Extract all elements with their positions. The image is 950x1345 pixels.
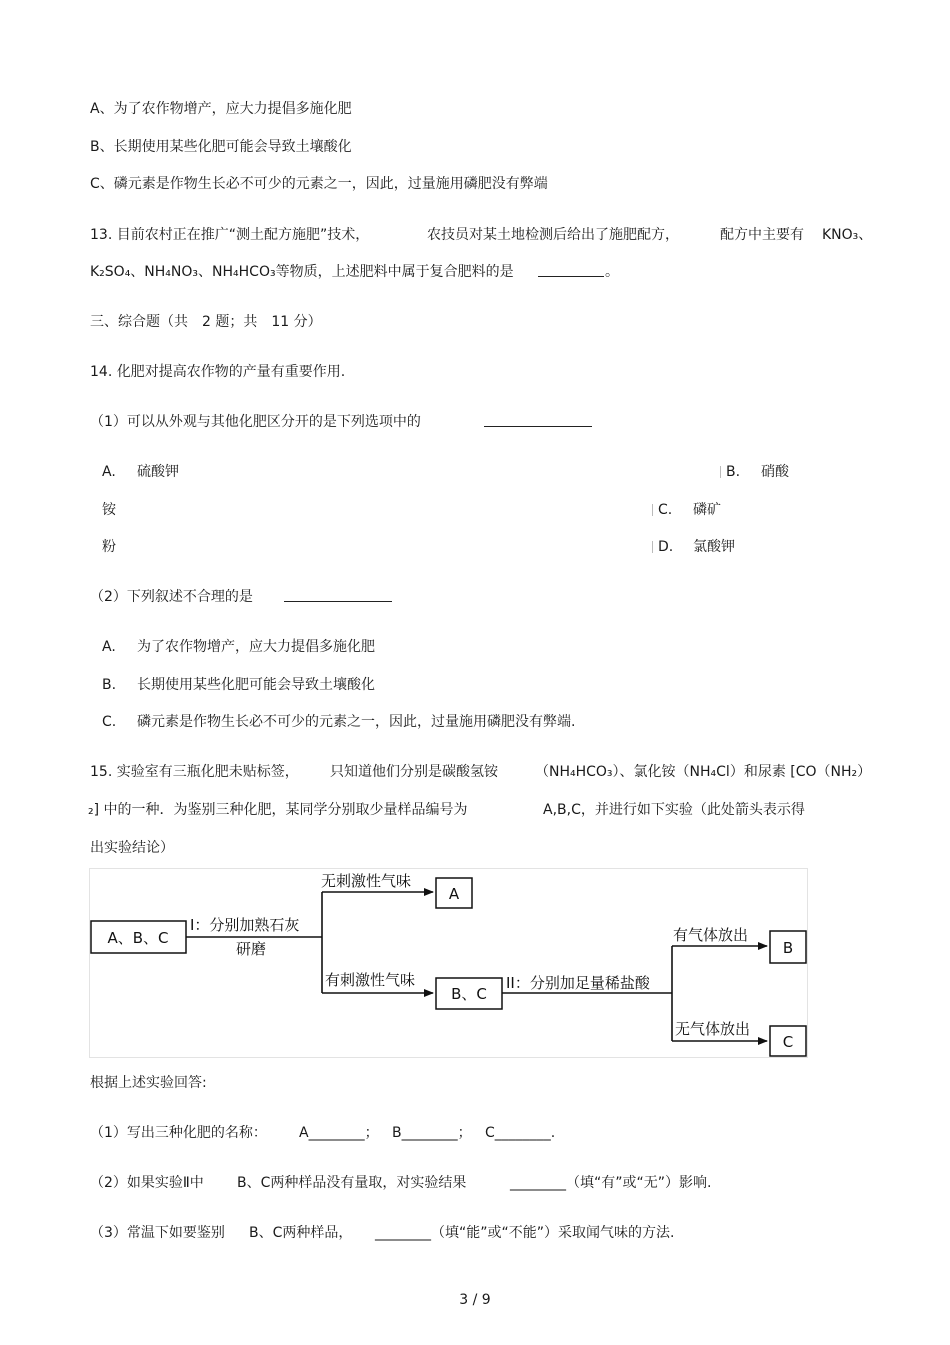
q14-stem: 14. 化肥对提高农作物的产量有重要作用. <box>90 364 346 380</box>
q13-text-4: KNO₃、 <box>822 227 873 243</box>
no-smell-label: 无刺激性气味 <box>321 872 412 890</box>
q14-p2-a-label: A. <box>102 639 116 655</box>
no-gas-label: 无气体放出 <box>675 1020 751 1038</box>
q15-line2-a: ₂] 中的一种．为鉴别三种化肥，某同学分别取少量样品编号为 <box>88 802 468 818</box>
experiment-flow-diagram <box>89 868 809 1058</box>
q12-option-c: C、磷元素是作物生长必不可少的元素之一，因此，过量施用磷肥没有弊端 <box>90 176 548 192</box>
q15-line1-a: 15. 实验室有三瓶化肥未贴标签， <box>90 764 299 780</box>
q13-text-1: 13. 目前农村正在推广“测土配方施肥”技术， <box>90 227 370 243</box>
q15-sub1-answer-c[interactable]: C________. <box>485 1125 556 1141</box>
start-box-label: A、B、C <box>107 929 169 947</box>
q14-p1-b-label: B. <box>726 464 741 480</box>
q14-p1-d-text: 氯酸钾 <box>693 539 735 555</box>
q14-p1-b-text: 硝酸 <box>761 464 789 480</box>
box-c-label: C <box>782 1033 794 1051</box>
q14-p2-b-label: B. <box>102 677 117 693</box>
q15-sub1-text: （1）写出三种化肥的名称： <box>90 1125 267 1141</box>
q15-sub2-text-b: B、C两种样品没有量取，对实验结果 <box>237 1175 467 1191</box>
q13-line-2: K₂SO₄、NH₄NO₃、NH₄HCO₃等物质，上述肥料中属于复合肥料的是 <box>90 264 514 280</box>
option-marker <box>652 504 653 516</box>
q15-line1-c: （NH₄HCO₃）、氯化铵（NH₄Cl）和尿素 [CO（NH₂） <box>535 764 872 780</box>
q12-option-b: B、长期使用某些化肥可能会导致土壤酸化 <box>90 139 352 155</box>
q15-line2-b: A,B,C，并进行如下实验（此处箭头表示得 <box>543 802 805 818</box>
q14-p1-a-text: 硫酸钾 <box>137 464 179 480</box>
q14-part1-blank[interactable] <box>484 412 592 433</box>
q15-sub2-text-c[interactable]: ________（填“有”或“无”）影响. <box>510 1175 712 1191</box>
q15-sub3-text-c[interactable]: ________（填“能”或“不能”）采取闻气味的方法. <box>375 1225 675 1241</box>
q14-p1-c-label: C. <box>658 502 673 518</box>
q14-p1-c-cont: 粉 <box>102 539 116 555</box>
q13-answer-blank[interactable] <box>538 262 604 283</box>
q12-option-a: A、为了农作物增产，应大力提倡多施化肥 <box>90 101 352 117</box>
q15-line3: 出实验结论） <box>90 840 174 856</box>
q13-end: 。 <box>605 264 619 280</box>
q14-p1-b-cont: 铵 <box>102 502 116 518</box>
box-a-label: A <box>448 885 460 903</box>
q14-p1-a-label: A. <box>102 464 116 480</box>
q14-p2-c-text: 磷元素是作物生长必不可少的元素之一，因此，过量施用磷肥没有弊端. <box>137 714 576 730</box>
smell-label: 有刺激性气味 <box>325 971 416 989</box>
q14-part2-blank[interactable] <box>284 587 392 608</box>
q14-p2-a-text: 为了农作物增产，应大力提倡多施化肥 <box>137 639 375 655</box>
q13-text-3: 配方中主要有 <box>720 227 804 243</box>
page-number: 3 / 9 <box>459 1292 491 1308</box>
option-marker <box>720 466 721 478</box>
q15-sub3-text-a: （3）常温下如要鉴别 <box>90 1225 225 1241</box>
step1-label-1: I：分别加熟石灰 <box>190 916 300 934</box>
q13-text-2: 农技员对某土地检测后给出了施肥配方， <box>427 227 679 243</box>
q14-p2-c-label: C. <box>102 714 117 730</box>
q15-sub3-text-b: B、C两种样品， <box>249 1225 353 1241</box>
gas-label: 有气体放出 <box>673 926 749 944</box>
q15-sub1-answer-b[interactable]: B________； <box>392 1125 472 1141</box>
q14-p2-b-text: 长期使用某些化肥可能会导致土壤酸化 <box>137 677 375 693</box>
q14-part1-text: （1）可以从外观与其他化肥区分开的是下列选项中的 <box>90 414 421 430</box>
option-marker <box>652 541 653 553</box>
q15-line1-b: 只知道他们分别是碳酸氢铵 <box>330 764 498 780</box>
q14-p1-c-text: 磷矿 <box>693 502 721 518</box>
q15-sub2-text-a: （2）如果实验Ⅱ中 <box>90 1175 204 1191</box>
step1-label-2: 研磨 <box>235 940 267 958</box>
q15-intro: 根据上述实验回答: <box>90 1075 207 1091</box>
box-bc-label: B、C <box>451 985 487 1003</box>
box-b-label: B <box>782 939 794 957</box>
q14-part2-text: （2）下列叙述不合理的是 <box>90 589 253 605</box>
q15-sub1-answer-a[interactable]: A________； <box>299 1125 379 1141</box>
step2-label: II：分别加足量稀盐酸 <box>506 974 650 992</box>
section-heading: 三、综合题（共 2 题；共 11 分） <box>90 314 322 330</box>
q14-p1-d-label: D. <box>658 539 674 555</box>
